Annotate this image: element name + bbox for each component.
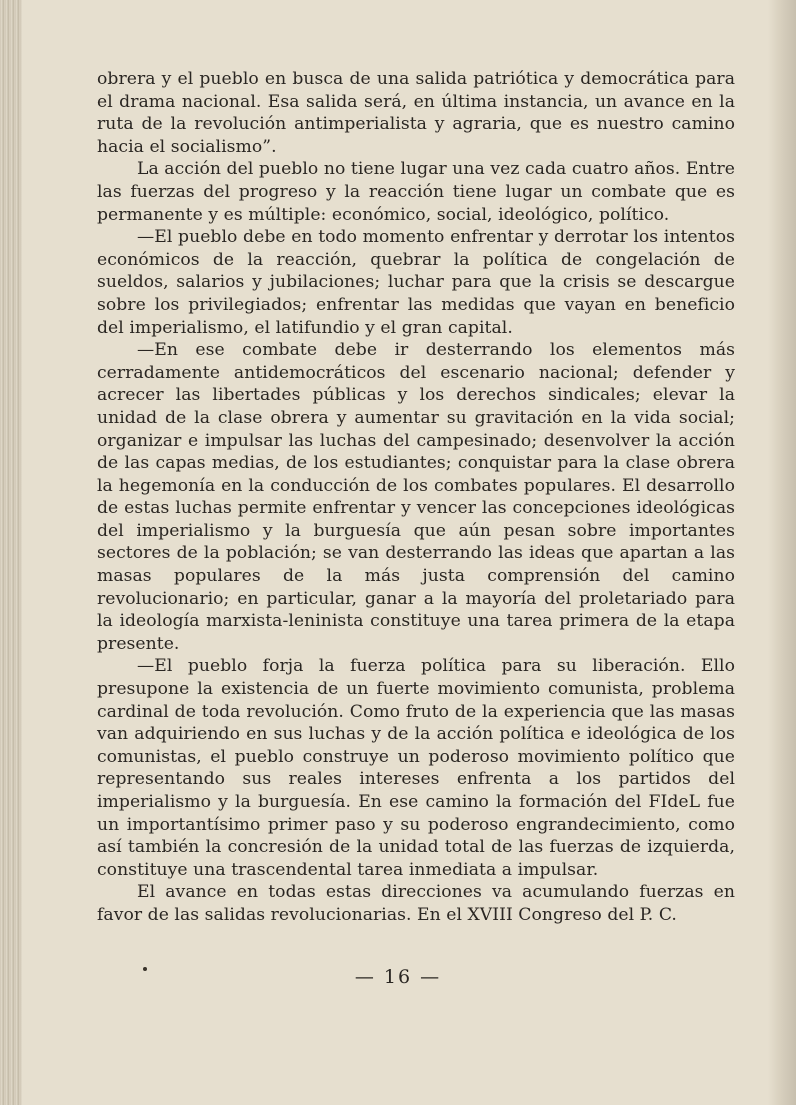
page-edge-left — [0, 0, 22, 1105]
page-edge-right — [768, 0, 796, 1105]
paragraph-3: —El pueblo debe en todo momento enfrentar y derrotar los intentos económicos de la reacción, quebrar la política de congelación de sueldos, salarios y jubilaciones; luchar para que la crisis se descargue sobre los privilegiados; enfrentar las medidas que vayan en beneficio del imperialismo, el latifundio y el gran capital. — [97, 227, 735, 338]
paragraph-1: obrera y el pueblo en busca de una salida patriótica y democrática para el drama nacional. Esa salida será, en última instancia, un avance en la ruta de la revolución antimperialista y agraria, que es nuestro camino hacia el socialismo”. — [97, 69, 735, 157]
paragraph-4: —En ese combate debe ir desterrando los elementos más cerradamente antidemocráticos del escenario nacional; defender y acrecer las libertades públicas y los derechos sindicales; elevar la unidad de la clase obrera y aumentar su gravitación en la vida social; organizar e impulsar las luchas del campesinado; desenvolver la acción de las capas medias, de los estudiantes; conquistar para la clase obrera la hegemonía en la conducción de los combates populares. El desarrollo de estas luchas permite enfrentar y vencer las concepciones ideológicas del imperialismo y la burguesía que aún pesan sobre importantes sectores de la población; se van desterrando las ideas que apartan a las masas populares de la más justa comprensión del camino revolucionario; en particular, ganar a la mayoría del proletariado para la ideología marxista-leninista constituye una tarea primera de la etapa presente. — [97, 340, 735, 654]
page-number: — 16 — — [354, 966, 442, 988]
body-text — [97, 68, 735, 927]
paragraph-5: —El pueblo forja la fuerza política para su liberación. Ello presupone la existencia de un fuerte movimiento comunista, problema cardinal de toda revolución. Como fruto de la experiencia que las masas van adquiriendo en sus luchas y de la acción política e ideológica de los comunistas, el pueblo construye un poderoso movimiento político que representando sus reales intereses enfrenta a los partidos del imperialismo y la burguesía. En ese camino la formación del FIdeL fue un importantísimo primer paso y su poderoso engrandecimiento, como así también la concresión de la unidad total de las fuerzas de izquierda, constituye una trascendental tarea inmediata a impulsar. — [97, 656, 735, 880]
paragraph-6: El avance en todas estas direcciones va acumulando fuerzas en favor de las salidas revolucionarias. En el XVIII Congreso del P. C. — [97, 882, 735, 925]
paragraph-2: La acción del pueblo no tiene lugar una vez cada cuatro años. Entre las fuerzas del progreso y la reacción tiene lugar un combate que es permanente y es múltiple: económico, social, ideológico, político. — [97, 159, 735, 225]
